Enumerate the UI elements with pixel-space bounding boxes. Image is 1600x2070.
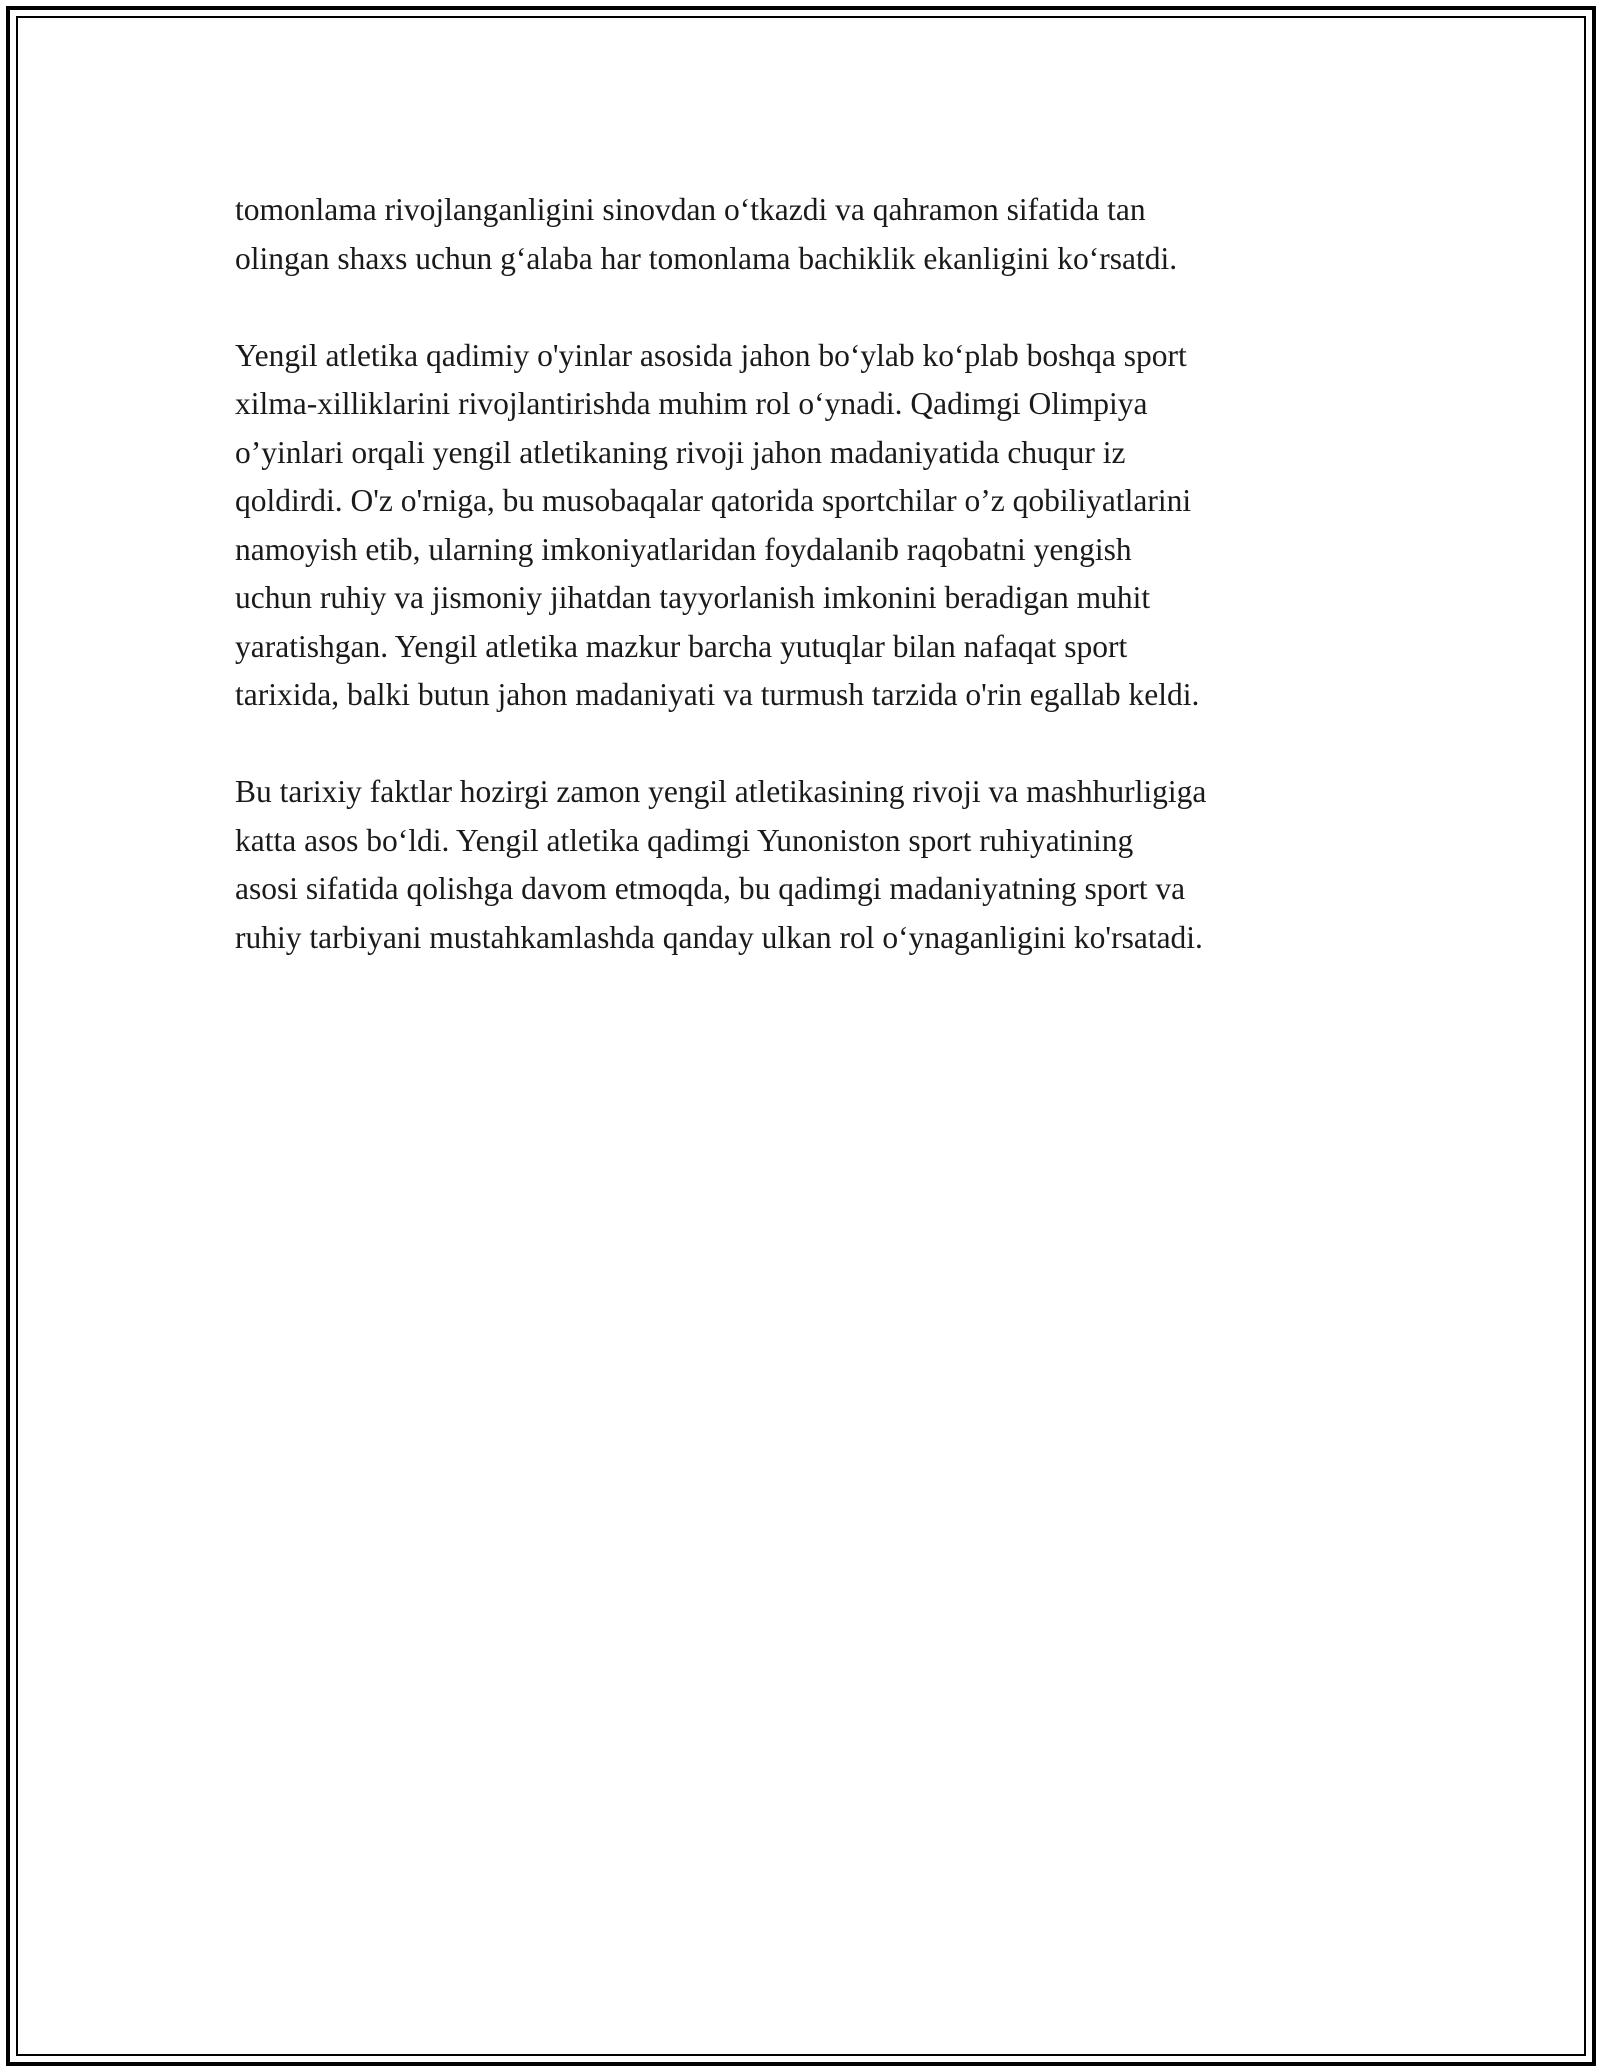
text-line: ruhiy tarbiyani mustahkamlashda qanday ulkan rol o‘ynaganligini ko'rsatadi.	[235, 919, 1203, 955]
text-line: yaratishgan. Yengil atletika mazkur barcha yutuqlar bilan nafaqat sport	[235, 628, 1128, 664]
paragraph-2	[235, 332, 1370, 720]
text-line: tomonlama rivojlanganligini sinovdan o‘tkazdi va qahramon sifatida tan	[235, 192, 1146, 227]
text-line: katta asos bo‘ldi. Yengil atletika qadimgi Yunoniston sport ruhiyatining	[235, 822, 1134, 858]
text-line: Bu tarixiy faktlar hozirgi zamon yengil atletikasining rivoji va mashhurligiga	[235, 774, 1207, 809]
text-line: asosi sifatida qolishga davom etmoqda, bu qadimgi madaniyatning sport va	[235, 871, 1186, 906]
text-line: uchun ruhiy va jismoniy jihatdan tayyorlanish imkonini beradigan muhit	[235, 580, 1151, 615]
text-line: o’yinlari orqali yengil atletikaning rivoji jahon madaniyatida chuqur iz	[235, 434, 1126, 470]
text-line: xilma-xilliklarini rivojlantirishda muhim rol o‘ynadi. Qadimgi Olimpiya	[235, 386, 1148, 421]
paragraph-1	[235, 186, 1370, 283]
paragraph-3	[235, 768, 1370, 962]
text-line: tarixida, balki butun jahon madaniyati va turmush tarzida o'rin egallab keldi.	[235, 677, 1200, 712]
document-body	[235, 186, 1370, 1011]
text-line: olingan shaxs uchun g‘alaba har tomonlama bachiklik ekanligini ko‘rsatdi.	[235, 240, 1178, 276]
text-line: Yengil atletika qadimiy o'yinlar asosida jahon bo‘ylab ko‘plab boshqa sport	[235, 337, 1187, 373]
text-line: qoldirdi. O'z o'rniga, bu musobaqalar qatorida sportchilar o’z qobiliyatlarini	[235, 483, 1192, 518]
text-line: namoyish etib, ularning imkoniyatlaridan foydalanib raqobatni yengish	[235, 531, 1132, 567]
